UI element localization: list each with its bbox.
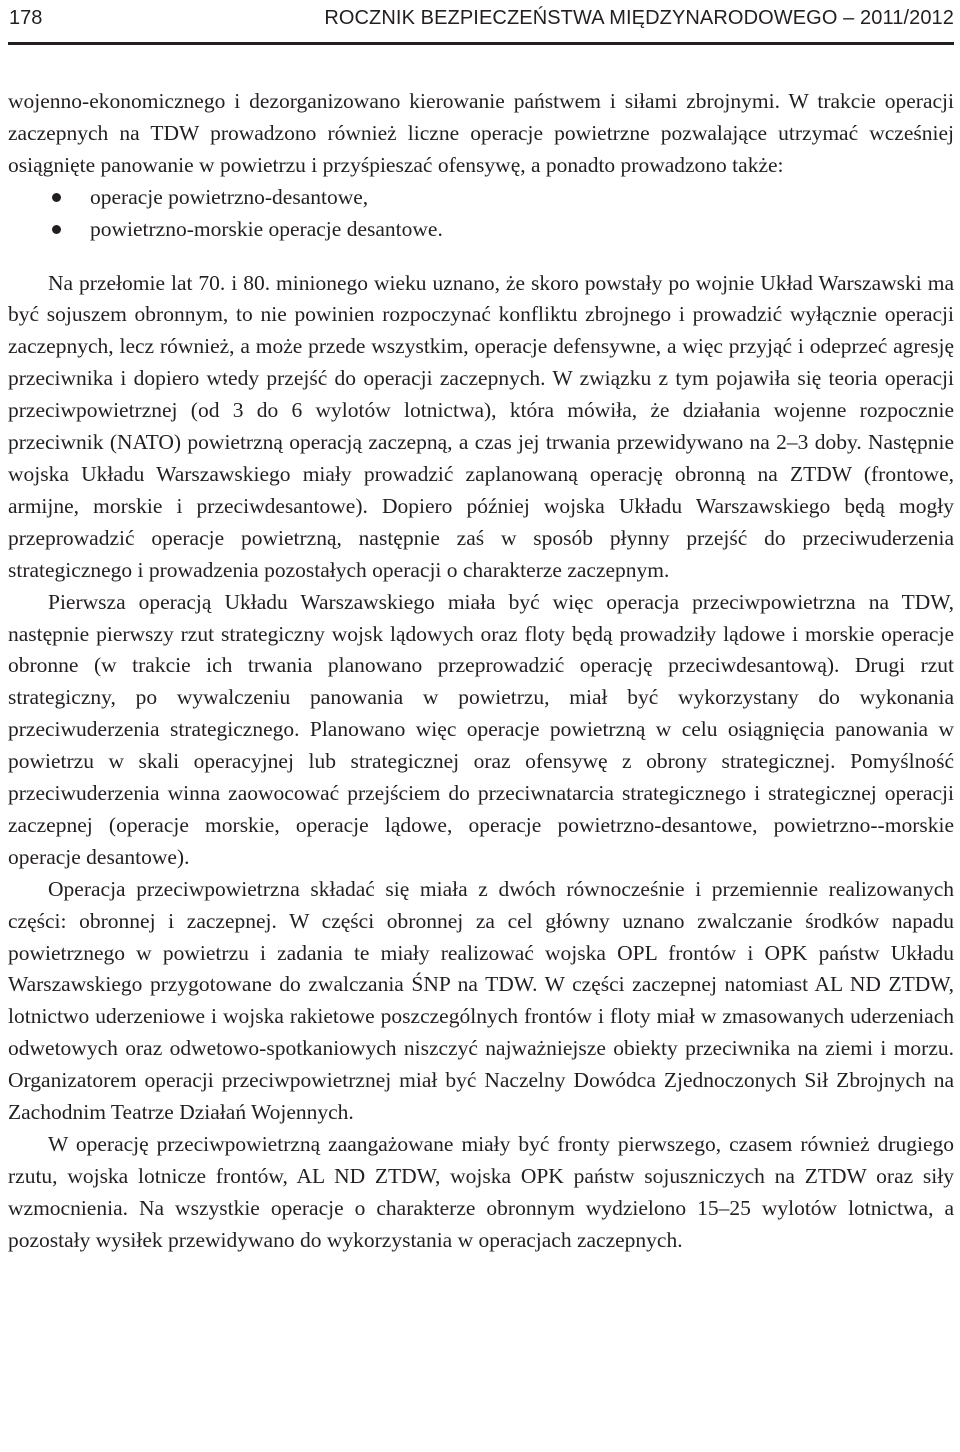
body-text — [8, 86, 954, 1257]
bullet-text: operacje powietrzno-desantowe, — [90, 184, 369, 209]
document-page — [8, 0, 954, 1452]
bullet-item — [8, 182, 954, 214]
paragraph: Na przełomie lat 70. i 80. minionego wieku uznano, że skoro powstały po wojnie Układ Warszawski ma być sojuszem obronnym, to nie powinien rozpoczynać konfliktu zbrojnego i prowadzić wyłącznie operacji zaczepnych, lecz również, a może przede wszystkim, operacje defensywne, a więc przyjąć i odeprzeć agresję przeciwnika i dopiero wtedy przejść do operacji zaczepnych. W związku z tym pojawiła się teoria operacji przeciwpowietrznej (od 3 do 6 wylotów lotnictwa), która mówiła, że działania wojenne rozpocznie przeciwnik (NATO) powietrzną operacją zaczepną, a czas jej trwania przewidywano na 2–3 doby. Następnie wojska Układu Warszawskiego miały prowadzić zaplanowaną operację obronną na ZTDW (frontowe, armijne, morskie i przeciwdesantowe). Dopiero później wojska Układu Warszawskiego będą mogły przeprowadzić operacje powietrzną, następnie zaś w sposób płynny przejść do przeciwuderzenia strategicznego i prowadzenia pozostałych operacji o charakterze zaczepnym. — [8, 270, 954, 582]
page-number: 178 — [9, 7, 43, 29]
paragraph: Pierwsza operacją Układu Warszawskiego miała być więc operacja przeciwpowietrzna na TDW, następnie pierwszy rzut strategiczny wojsk lądowych oraz floty będą prowadziły lądowe i morskie operacje obronne (w trakcie ich trwania planowano przeprowadzić operację przeciwdesantową). Drugi rzut strategiczny, po wywalczeniu panowania w powietrzu, miał być wykorzystany do wykonania przeciwuderzenia strategicznego. Planowano więc operacje powietrzną w celu osiągnięcia panowania w powietrzu w skali operacyjnej lub strategicznej oraz ofensywę z obrony strategicznej. Pomyślność przeciwuderzenia winna zaowocować przejściem do przeciwnatarcia strategicznego i strategicznej operacji zaczepnej (operacje morskie, operacje lądowe, operacje powietrzno-desantowe, powietrzno--morskie operacje desantowe). — [8, 589, 954, 869]
bullet-item — [8, 214, 954, 246]
bullet-icon — [52, 193, 61, 202]
header-rule — [8, 42, 954, 45]
intro-paragraph: wojenno-ekonomicznego i dezorganizowano kierowanie państwem i siłami zbrojnymi. W trakcie operacji zaczepnych na TDW prowadzono również liczne operacje powietrzne pozwalające utrzymać wcześniej osiągnięte panowanie w powietrzu i przyśpieszać ofensywę, a ponadto prowadzono także: — [8, 89, 954, 177]
bullet-list — [8, 182, 954, 246]
journal-title: ROCZNIK BEZPIECZEŃSTWA MIĘDZYNARODOWEGO – 2011/2012 — [324, 7, 954, 29]
section-gap — [8, 246, 954, 268]
paragraph: Operacja przeciwpowietrzna składać się miała z dwóch równocześnie i przemiennie realizowanych części: obronnej i zaczepnej. W części obronnej za cel główny uznano zwalczanie środków napadu powietrznego w powietrzu i zadania te miały realizować wojska OPL frontów i OPK państw Układu Warszawskiego przygotowane do zwalczania ŚNP na TDW. W części zaczepnej natomiast AL ND ZTDW, lotnictwo uderzeniowe i wojska rakietowe poszczególnych frontów i floty miał w zmasowanych uderzeniach odwetowych oraz odwetowo-spotkaniowych niszczyć najważniejsze obiekty przeciwnika na ziemi i morzu. Organizatorem operacji przeciwpowietrznej miał być Naczelny Dowódca Zjednoczonych Sił Zbrojnych na Zachodnim Teatrze Działań Wojennych. — [8, 876, 954, 1125]
running-header — [8, 4, 954, 34]
bullet-text: powietrzno-morskie operacje desantowe. — [90, 216, 443, 241]
paragraph: W operację przeciwpowietrzną zaangażowane miały być fronty pierwszego, czasem również drugiego rzutu, wojska lotnicze frontów, AL ND ZTDW, wojska OPK państw sojuszniczych na ZTDW oraz siły wzmocnienia. Na wszystkie operacje o charakterze obronnym wydzielono 15–25 wylotów lotnictwa, a pozostały wysiłek przewidywano do wykorzystania w operacjach zaczepnych. — [8, 1132, 954, 1252]
bullet-icon — [52, 225, 61, 234]
